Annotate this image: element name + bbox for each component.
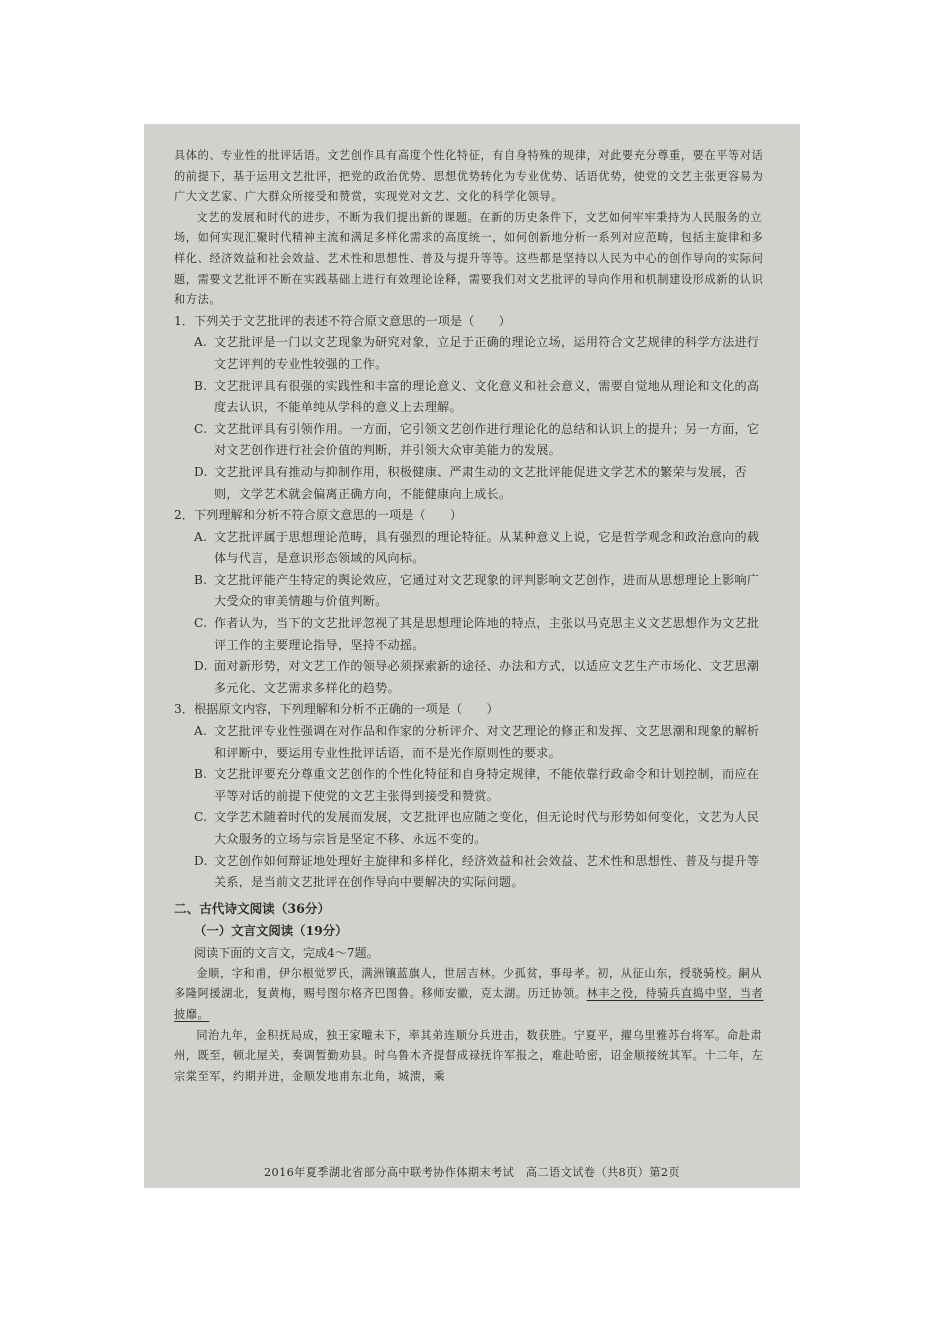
classical-text-paragraph-2: 同治九年，金积抚局成，独王家疃未下，率其弟连顺分兵进击，数获胜。宁夏平，擢乌里雅苏台将军。命赴肃州，既至，顿北屋关，奏调暂勤劝县。时乌鲁木齐提督成禄抚许军报之，难赴哈密，诏金顺接统其军。十二年，左宗棠至军，约期并进，金顺发地甫东北角，城溃，乘 bbox=[174, 1028, 764, 1083]
option-text: 文艺批评具有很强的实践性和丰富的理论意义、文化意义和社会意义，需要自觉地从理论和文化的高度去认识，不能单纯从学科的意义上去理解。 bbox=[214, 378, 760, 415]
option-text: 文艺批评要充分尊重文艺创作的个性化特征和自身特定规律，不能依靠行政命令和计划控制，而应在平等对话的前提下使党的文艺主张得到接受和赞赏。 bbox=[214, 767, 760, 803]
question-stem: 2．下列理解和分析不符合原文意思的一项是（ ） bbox=[174, 508, 463, 523]
section-title: 二、古代诗文阅读（36分） bbox=[174, 900, 331, 916]
option-b bbox=[174, 764, 768, 807]
option-a bbox=[174, 332, 768, 375]
option-text: 文艺批评属于思想理论范畴，具有强烈的理论特征。从某种意义上说，它是哲学观念和政治意向的载体与代言，是意识形态领域的风向标。 bbox=[214, 529, 760, 566]
option-c bbox=[174, 613, 768, 656]
classical-text-plain: 金顺，字和甫，伊尔根觉罗氏，满洲镶蓝旗人，世居吉林。少孤贫，事母孝。初，从征山东，授骁骑校。嗣从多隆阿援湖北，复黄梅，赐号图尔格齐巴图鲁。移师安徽，克太湖。历迁协领。 bbox=[174, 966, 763, 1001]
option-letter: B. bbox=[194, 572, 208, 587]
option-letter: C. bbox=[194, 421, 208, 436]
reading-instruction: 阅读下面的文言文，完成4～7题。 bbox=[194, 945, 379, 960]
intro-paragraph-2: 文艺的发展和时代的进步，不断为我们提出新的课题。在新的历史条件下，文艺如何牢牢秉持为人民服务的立场，如何实现汇聚时代精神主流和满足多样化需求的高度统一，如何创新地分析一系列对应范畴，包括主旋律和多样化、经济效益和社会效益、艺术性和思想性、普及与提升等等。这些都是坚持以人民为中心的创作导向的实际问题，需要文艺批评不断在实践基础上进行有效理论诠释，需要我们对文艺批评的导向作用和机制建设形成新的认识和方法。 bbox=[174, 210, 764, 307]
option-letter: C. bbox=[194, 616, 208, 631]
option-text: 文艺批评专业性强调在对作品和作家的分析评介、对文艺理论的修正和发挥、文艺思潮和现象的解析和评断中，要运用专业性批评话语，而不是光作原则性的要求。 bbox=[214, 724, 760, 760]
option-text: 文艺批评是一门以文艺现象为研究对象，立足于正确的理论立场，运用符合文艺规律的科学方法进行文艺评判的专业性较强的工作。 bbox=[214, 335, 760, 371]
option-d bbox=[174, 656, 768, 699]
option-text: 文学艺术随着时代的发展而发展，文艺批评也应随之变化，但无论时代与形势如何变化，文艺为人民大众服务的立场与宗旨是坚定不移、永远不变的。 bbox=[214, 810, 760, 846]
option-letter: C. bbox=[194, 810, 208, 825]
option-c bbox=[174, 807, 768, 850]
option-text: 面对新形势，对文艺工作的领导必须探索新的途径、办法和方式，以适应文艺生产市场化、文艺思潮多元化、文艺需求多样化的趋势。 bbox=[214, 659, 760, 695]
option-text: 文艺创作如何辩证地处理好主旋律和多样化，经济效益和社会效益、艺术性和思想性、普及与提升等关系，是当前文艺批评在创作导向中要解决的实际问题。 bbox=[214, 853, 760, 890]
option-text: 作者认为，当下的文艺批评忽视了其是思想理论阵地的特点，主张以马克思主义文艺思想作为文艺批评工作的主要理论指导，坚持不动摇。 bbox=[214, 616, 760, 652]
option-c bbox=[174, 419, 768, 462]
option-letter: D. bbox=[194, 464, 208, 479]
option-letter: A. bbox=[194, 335, 208, 350]
classical-text-underlined-sentence: 林丰之役，待骑兵直捣中坚，当者披靡。 bbox=[174, 987, 764, 1021]
subsection-title: （一）文言文阅读（19分） bbox=[194, 922, 348, 938]
option-letter: D. bbox=[194, 853, 208, 868]
option-letter: B. bbox=[194, 767, 208, 782]
option-letter: D. bbox=[194, 659, 208, 674]
question-1 bbox=[174, 311, 768, 505]
question-2 bbox=[174, 505, 768, 699]
page-footer: 2016年夏季湖北省部分高中联考协作体期末考试 高二语文试卷（共8页）第2页 bbox=[264, 1166, 680, 1179]
question-3 bbox=[174, 699, 768, 893]
option-d bbox=[174, 462, 768, 505]
option-text: 文艺批评具有推动与抑制作用，积极健康、严肃生动的文艺批评能促进文学艺术的繁荣与发展，否则，文学艺术就会偏离正确方向，不能健康向上成长。 bbox=[214, 464, 747, 501]
option-a bbox=[174, 527, 768, 570]
option-letter: A. bbox=[194, 724, 208, 739]
classical-text-paragraph-1 bbox=[174, 964, 768, 1026]
option-b bbox=[174, 376, 768, 419]
question-stem: 1．下列关于文艺批评的表述不符合原文意思的一项是（ ） bbox=[174, 313, 511, 328]
exam-page-photo bbox=[144, 124, 800, 1188]
question-stem: 3．根据原文内容，下列理解和分析不正确的一项是（ ） bbox=[174, 702, 499, 717]
option-d bbox=[174, 851, 768, 894]
option-letter: A. bbox=[194, 529, 208, 544]
intro-paragraph-1: 具体的、专业性的批评话语。文艺创作具有高度个性化特征，有自身特殊的规律，对此要充分尊重，要在平等对话的前提下，基于运用文艺批评，把党的政治优势、思想优势转化为专业优势、话语优势，使党的文艺主张更容易为广大文艺家、广大群众所接受和赞赏，实现党对文艺、文化的科学化领导。 bbox=[174, 149, 764, 204]
option-letter: B. bbox=[194, 378, 208, 393]
option-text: 文艺批评能产生特定的舆论效应，它通过对文艺现象的评判影响文艺创作，进而从思想理论上影响广大受众的审美情趣与价值判断。 bbox=[214, 572, 760, 609]
option-text: 文艺批评具有引领作用。一方面，它引领文艺创作进行理论化的总结和认识上的提升；另一方面，它对文艺创作进行社会价值的判断，并引领大众审美能力的发展。 bbox=[214, 421, 760, 458]
option-b bbox=[174, 570, 768, 613]
option-a bbox=[174, 721, 768, 764]
